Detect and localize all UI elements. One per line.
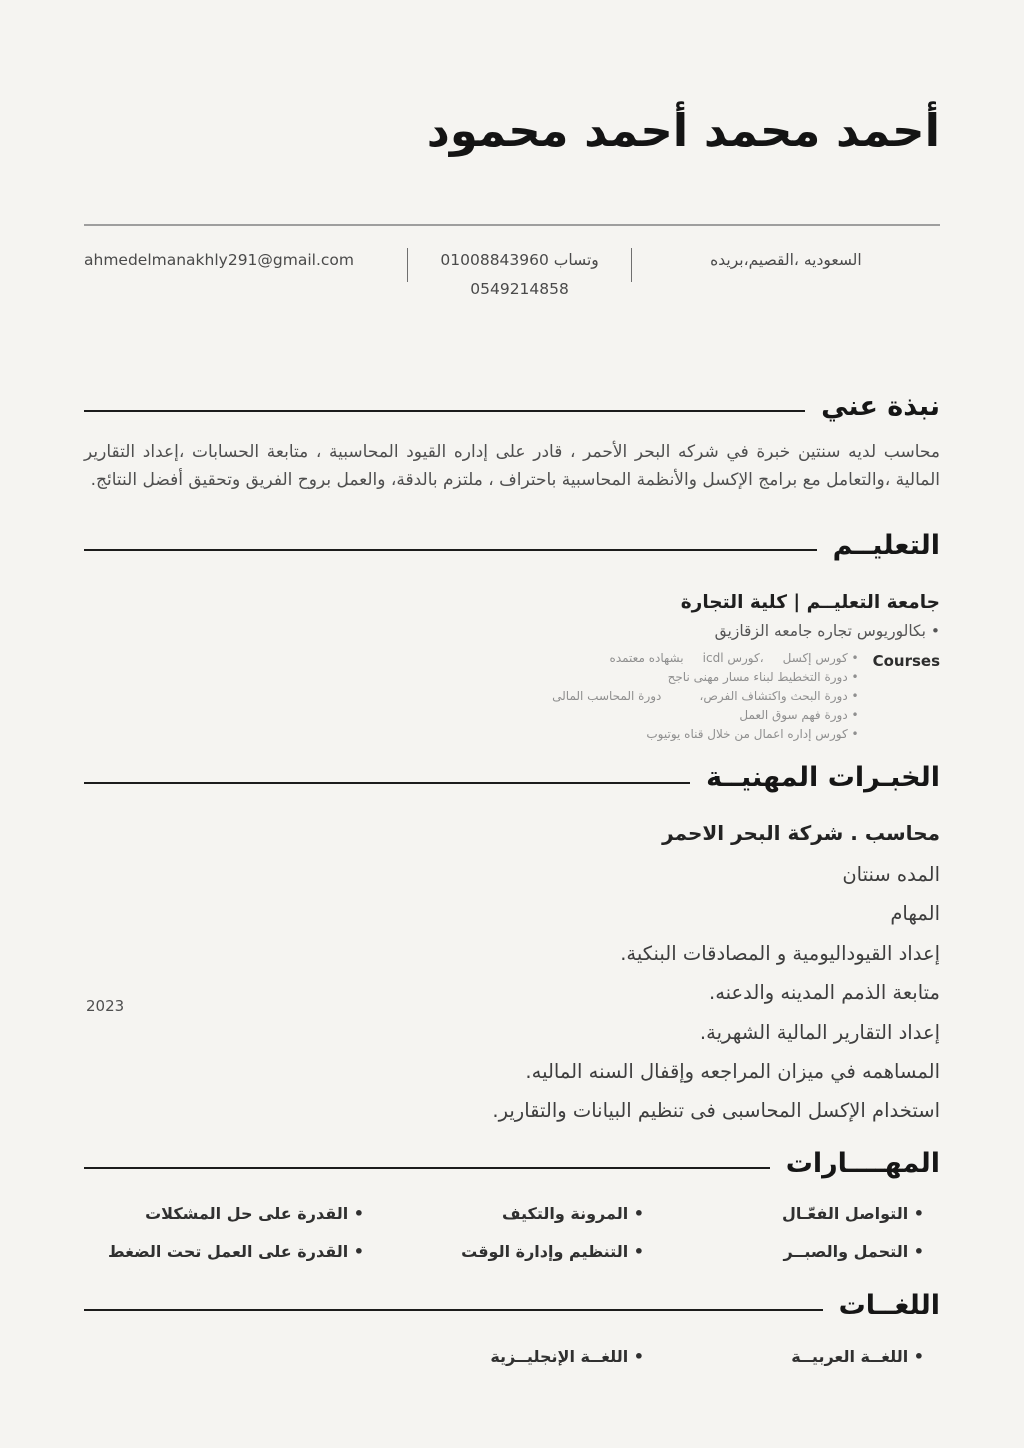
section-languages: [84, 1290, 940, 1368]
section-education: [84, 530, 940, 746]
contact-email: ahmedelmanakhly291@gmail.com: [84, 250, 355, 269]
experience-tasks-label: المهام: [890, 902, 940, 926]
education-degree-item: • بكالوريوس تجاره جامعه الزقازيق: [84, 622, 940, 640]
section-header-experience: [84, 762, 940, 794]
section-header-about: [84, 391, 940, 423]
experience-task: متابعة الذمم المدينه والدعنه.: [709, 981, 940, 1005]
section-experience: [84, 762, 940, 1121]
contact-separator: [631, 248, 632, 282]
language-item: • اللغــة الإنجليــزية: [364, 1345, 644, 1369]
course-item: • كورس إداره اعمال من خلال قناه يوتيوب: [84, 728, 859, 742]
experience-role: محاسب . شركة البحر الاحمر: [662, 820, 940, 845]
contact-separator: [407, 248, 408, 282]
section-header-education: [84, 530, 940, 562]
skill-item: • التواصل الفعّـال: [644, 1202, 924, 1226]
skill-item: • القدرة على حل المشكلات: [84, 1202, 364, 1226]
section-title-experience: الخبـرات المهنيــة: [706, 762, 940, 794]
experience-task: استخدام الإكسل المحاسبى فى تنظيم البيانات والتقارير.: [492, 1099, 940, 1123]
section-rule: [84, 1167, 770, 1169]
section-rule: [84, 782, 690, 784]
education-school-line: جامعة التعليــم | كلية التجارة: [680, 592, 940, 614]
languages-grid: [84, 1345, 940, 1369]
section-rule: [84, 410, 805, 412]
section-title-skills: المهــــارات: [785, 1147, 940, 1179]
skill-item: • المرونة والتكيف: [364, 1202, 644, 1226]
person-name: أحمد محمد أحمد محمود: [426, 104, 940, 157]
section-rule: [84, 1309, 823, 1311]
about-paragraph: محاسب لديه سنتين خبرة في شركه البحر الأحمر ، قادر على إداره القيود المحاسبية ، متابعة الحسابات ،إعداد التقارير المالية ،والتعامل مع برامج الإكسل والأنظمة المحاسبية باحتراف ، ملتزم بالدقة، والعمل بروح الفريق وتحقيق أفضل النتائج.: [84, 442, 940, 490]
courses-label: Courses: [872, 652, 940, 671]
section-rule: [84, 549, 817, 551]
experience-year: 2023: [86, 996, 125, 1015]
section-about: [84, 391, 940, 494]
section-title-about: نبذة عني: [821, 390, 940, 422]
experience-task: إعداد التقارير المالية الشهرية.: [699, 1020, 940, 1044]
experience-task: إعداد القيوداليومية و المصادقات البنكية.: [620, 941, 940, 965]
section-skills: [84, 1148, 940, 1264]
header-divider: [84, 224, 940, 226]
skills-grid: [84, 1202, 940, 1264]
section-header-skills: [84, 1148, 940, 1180]
courses-block: [84, 652, 940, 746]
course-item: • دورة التخطيط لبناء مسار مهنى ناجح: [84, 671, 859, 685]
course-item: • كورس إكسل ،كورس icdl بشهاده معتمده: [84, 652, 859, 666]
contact-bar: [84, 246, 940, 305]
contact-phone: [408, 246, 631, 305]
course-item: • دورة البحث واكتشاف الفرص، دورة المحاسب المالى: [84, 690, 859, 704]
skill-item: • التنظيم وإدارة الوقت: [364, 1240, 644, 1264]
courses-list: [84, 652, 859, 746]
experience-entry: [84, 821, 940, 1122]
skill-item: • القدرة على العمل تحت الضغط: [84, 1240, 364, 1264]
section-title-languages: اللغــات: [838, 1290, 940, 1322]
experience-task: المساهمه في ميزان المراجعه وإقفال السنه الماليه.: [525, 1060, 940, 1084]
skill-item: • التحمل والصبــر: [644, 1240, 924, 1264]
section-header-languages: [84, 1290, 940, 1322]
experience-duration: المده سنتان: [842, 862, 940, 886]
language-item: • اللغــة العربيــة: [644, 1345, 924, 1369]
phone-whatsapp: وتساب 01008843960: [440, 250, 599, 269]
course-item: • دورة فهم سوق العمل: [84, 709, 859, 723]
phone-secondary: 0549214858: [470, 280, 569, 299]
section-title-education: التعليــم: [832, 530, 940, 562]
contact-location: السعوديه ،القصيم،بريده: [710, 250, 862, 269]
